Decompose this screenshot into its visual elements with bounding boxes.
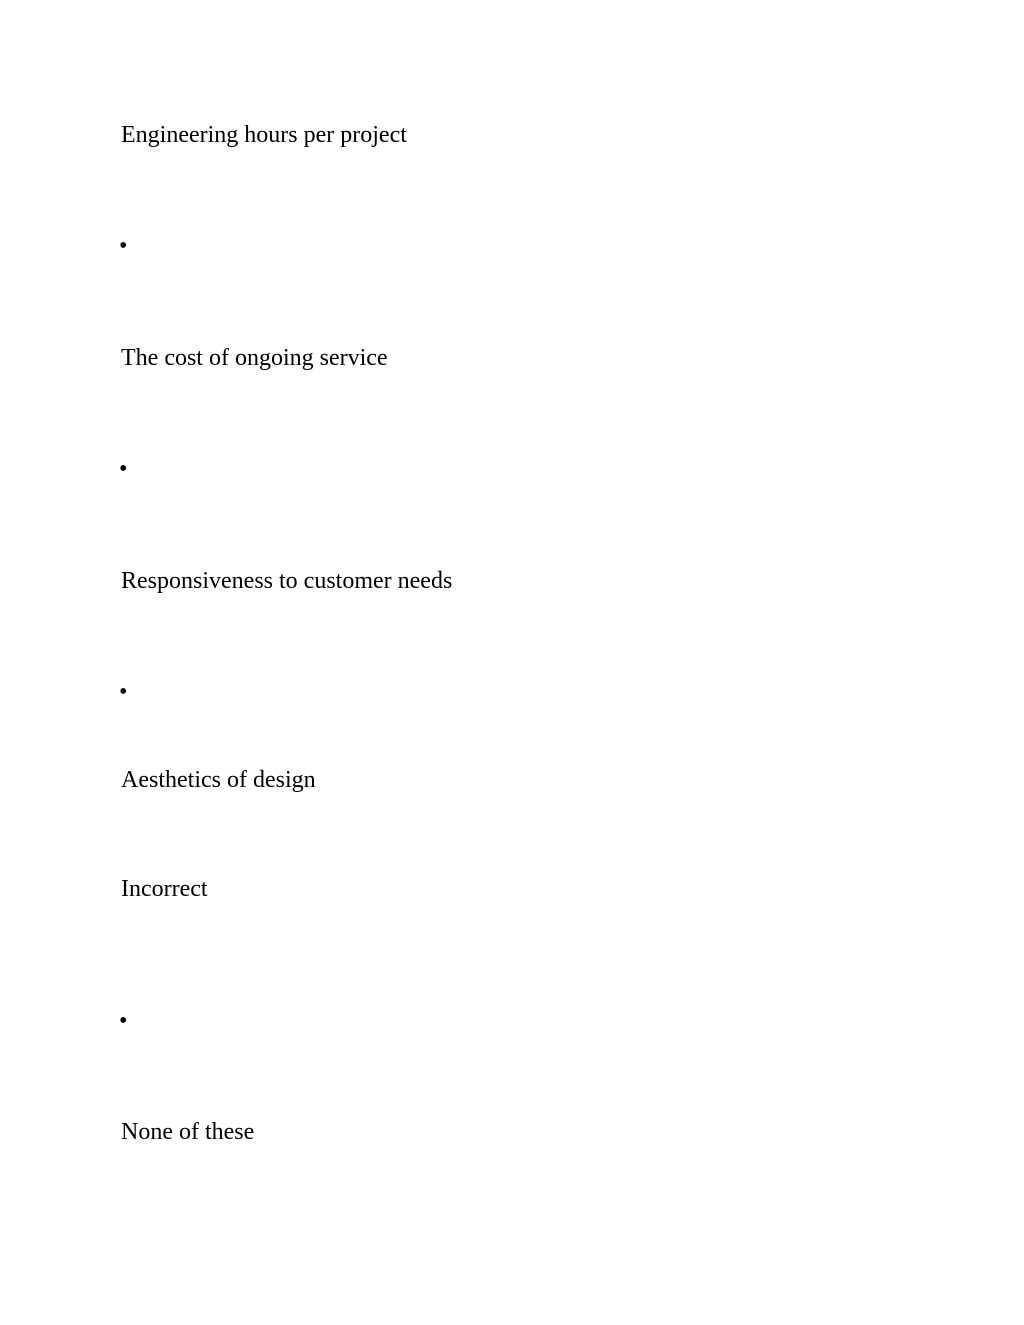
bullet: • bbox=[119, 679, 128, 705]
option-text: Responsiveness to customer needs bbox=[121, 568, 453, 594]
option-text: The cost of ongoing service bbox=[121, 345, 388, 371]
result-label: Incorrect bbox=[121, 876, 208, 902]
bullet: • bbox=[119, 233, 128, 259]
option-text: Engineering hours per project bbox=[121, 122, 407, 148]
option-text: None of these bbox=[121, 1119, 255, 1145]
bullet: • bbox=[119, 456, 128, 482]
option-text: Aesthetics of design bbox=[121, 767, 316, 793]
bullet: • bbox=[119, 1008, 128, 1034]
